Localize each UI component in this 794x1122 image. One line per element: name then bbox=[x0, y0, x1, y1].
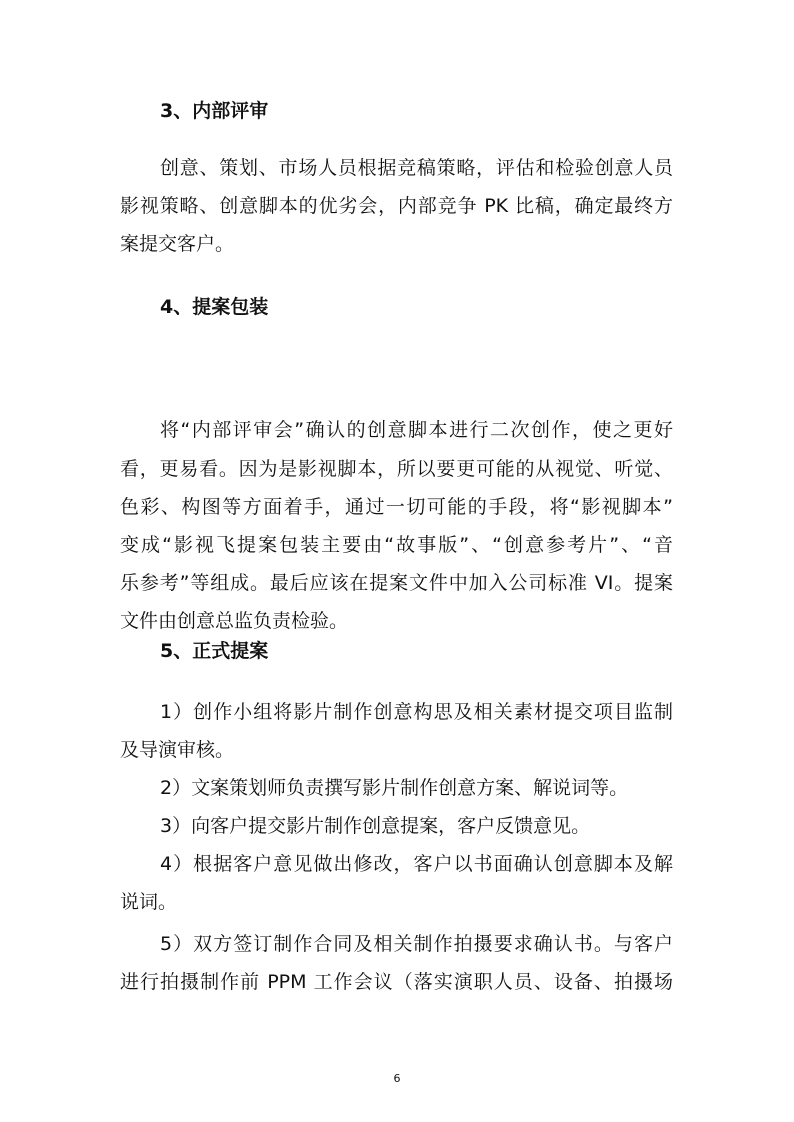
list-item-line: 及导演审核。 bbox=[120, 739, 235, 761]
paragraph-line: 看，更易看。因为是影视脚本，所以要更可能的从视觉、听觉、 bbox=[120, 458, 673, 480]
paragraph-line: 变成“影视飞提案包装主要由“故事版”、“创意参考片”、“音 bbox=[120, 534, 673, 556]
paragraph-line: 色彩、构图等方面着手，通过一切可能的手段，将“影视脚本” bbox=[120, 496, 673, 518]
paragraph-line: 影视策略、创意脚本的优劣会，内部竞争 PK 比稿，确定最终方 bbox=[120, 195, 673, 217]
paragraph-line: 创意、策划、市场人员根据竞稿策略，评估和检验创意人员 bbox=[160, 157, 673, 179]
page-number: 6 bbox=[393, 1072, 401, 1085]
list-item-line: 3）向客户提交影片制作创意提案，客户反馈意见。 bbox=[160, 815, 591, 837]
list-item-line: 2）文案策划师负责撰写影片制作创意方案、解说词等。 bbox=[160, 777, 629, 799]
paragraph-line: 将“内部评审会”确认的创意脚本进行二次创作，使之更好 bbox=[160, 419, 673, 441]
section-heading: 3、内部评审 bbox=[160, 100, 269, 122]
paragraph-line: 文件由创意总监负责检验。 bbox=[120, 610, 349, 632]
paragraph-line: 案提交客户。 bbox=[120, 233, 235, 255]
list-item-line: 1）创作小组将影片制作创意构思及相关素材提交项目监制 bbox=[160, 701, 673, 723]
list-item-line: 进行拍摄制作前 PPM 工作会议（落实演职人员、设备、拍摄场 bbox=[120, 971, 673, 993]
list-item-line: 说词。 bbox=[120, 891, 178, 913]
list-item-line: 4）根据客户意见做出修改，客户以书面确认创意脚本及解 bbox=[160, 853, 673, 875]
section-heading: 4、提案包装 bbox=[160, 296, 269, 318]
list-item-line: 5）双方签订制作合同及相关制作拍摄要求确认书。与客户 bbox=[160, 933, 673, 955]
paragraph-line: 乐参考”等组成。最后应该在提案文件中加入公司标准 VI。提案 bbox=[120, 572, 673, 594]
section-heading: 5、正式提案 bbox=[160, 640, 269, 662]
